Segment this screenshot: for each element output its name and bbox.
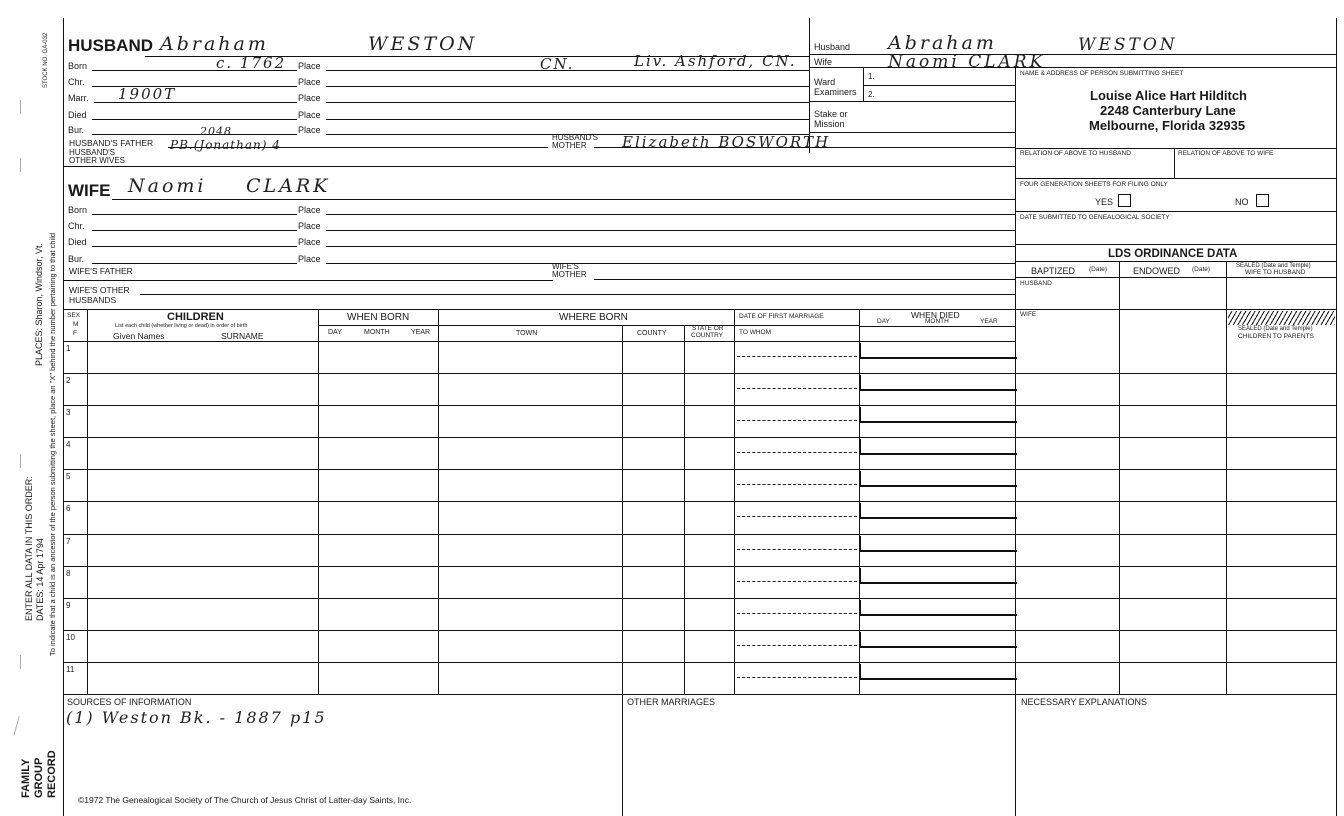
frame-right-border <box>1336 18 1337 816</box>
marriage-dashed-line <box>737 484 857 485</box>
examiner-1: 1. <box>868 72 875 81</box>
born-year-label: YEAR <box>411 329 431 336</box>
marriage-dashed-line <box>737 388 857 389</box>
wife-surname: CLARK <box>246 175 331 197</box>
line <box>594 279 1015 280</box>
baptized-date-label: (Date) <box>1089 266 1108 273</box>
given-names-label: Given Names <box>113 331 165 341</box>
marriage-dashed-line <box>737 613 857 614</box>
line <box>326 230 1015 231</box>
line <box>1015 148 1336 149</box>
relation-wife-label: RELATION OF ABOVE TO WIFE <box>1178 150 1274 157</box>
wife-father-label: WIFE'S FATHER <box>69 266 133 276</box>
died-day-label: DAY <box>877 318 890 325</box>
husband-mother-label-2: MOTHER <box>552 141 587 150</box>
sources-label: SOURCES OF INFORMATION <box>67 697 192 707</box>
wife-died-label: Died <box>68 237 87 247</box>
sealed-wife-label-1: SEALED (Date and Temple) <box>1236 263 1311 269</box>
when-born-heading: WHEN BORN <box>347 312 410 323</box>
wife-chr-label: Chr. <box>68 221 85 231</box>
child-row-number: 5 <box>66 472 71 481</box>
yes-checkbox[interactable] <box>1118 194 1131 207</box>
children-note: List each child (whether living or dead) in order of birth <box>115 323 248 329</box>
died-bracket <box>859 568 1017 584</box>
children-surname-label: SURNAME <box>221 331 264 341</box>
husband-heading: HUSBAND <box>68 36 153 55</box>
line <box>622 325 623 694</box>
hole-mark <box>20 158 21 172</box>
wife-section-bottom <box>63 309 1015 310</box>
born-month-label: MONTH <box>364 329 390 336</box>
died-bracket <box>859 343 1017 359</box>
line <box>1015 211 1336 212</box>
child-row-number: 1 <box>66 344 71 353</box>
husband-bur-label: Bur. <box>68 125 85 135</box>
other-marriages-label: OTHER MARRIAGES <box>627 697 716 707</box>
line <box>326 119 809 120</box>
marriage-dashed-line <box>737 549 857 550</box>
child-row-number: 4 <box>66 440 71 449</box>
husband-born-place-label: Place <box>298 61 321 71</box>
marriage-dashed-line <box>737 581 857 582</box>
wife-name-line <box>112 199 1015 200</box>
dates-instruction: DATES: 14 Apr 1794 <box>35 538 45 621</box>
husband-section-bottom <box>63 166 1015 167</box>
child-row-line <box>63 662 1336 663</box>
line <box>92 119 297 120</box>
county-label: COUNTY <box>637 330 667 337</box>
husband-marr-label: Marr. <box>68 93 89 103</box>
husband-born-date: c. 1762 <box>216 54 287 72</box>
husband-chr-label: Chr. <box>68 77 85 87</box>
child-row-number: 2 <box>66 376 71 385</box>
died-bracket <box>859 664 1017 680</box>
line <box>809 101 1015 102</box>
sex-label: SEX <box>67 312 81 319</box>
when-died-heading: WHEN DIED <box>911 310 960 320</box>
husband-bur-place-label: Place <box>298 125 321 135</box>
wife-chr-place-label: Place <box>298 221 321 231</box>
relation-husband-label: RELATION OF ABOVE TO HUSBAND <box>1020 150 1131 157</box>
died-bracket <box>859 503 1017 519</box>
stake-label-2: Mission <box>814 119 845 129</box>
marriage-dashed-line <box>737 645 857 646</box>
sealed-children-label-2: CHILDREN TO PARENTS <box>1238 333 1314 340</box>
hole-mark <box>20 100 21 114</box>
husband-died-label: Died <box>68 110 87 120</box>
right-wife-name: Naomi CLARK <box>888 52 1046 72</box>
child-row-number: 3 <box>66 408 71 417</box>
frame-left-border <box>63 18 64 816</box>
husband-given-name: Abraham <box>160 33 269 55</box>
examiner-2: 2. <box>868 90 875 99</box>
line <box>863 85 1015 86</box>
wife-mother-label-2: MOTHER <box>552 270 587 279</box>
line <box>809 132 1015 133</box>
husband-surname: WESTON <box>368 33 478 55</box>
submitter-city: Melbourne, Florida 32935 <box>1089 118 1246 133</box>
line <box>326 86 809 87</box>
necessary-explanations-label: NECESSARY EXPLANATIONS <box>1021 697 1148 707</box>
right-husband-label: Husband <box>814 42 851 52</box>
wife-other-husbands-label-2: HUSBANDS <box>69 295 117 305</box>
family-label: FAMILY <box>20 758 32 798</box>
hole-mark <box>20 454 21 468</box>
husband-burial-note: 2048 <box>200 125 232 138</box>
line <box>92 246 297 247</box>
wife-heading: WIFE <box>68 181 111 200</box>
child-row-number: 7 <box>66 537 71 546</box>
table-header-bottom <box>63 341 1015 342</box>
line <box>63 280 553 281</box>
husband-born-place-state: CN. <box>540 55 575 73</box>
footer-top-line <box>63 694 1336 695</box>
died-bracket <box>859 439 1017 455</box>
record-label: RECORD <box>46 750 58 798</box>
where-born-heading: WHERE BORN <box>559 312 628 323</box>
baptized-label: BAPTIZED <box>1031 266 1076 276</box>
died-bracket <box>859 632 1017 648</box>
town-label: TOWN <box>516 330 538 337</box>
died-bracket <box>859 375 1017 391</box>
child-row-line <box>63 598 1336 599</box>
right-husband-surname: WESTON <box>1078 35 1178 55</box>
endowed-date-label: (Date) <box>1192 266 1211 273</box>
child-row-number: 9 <box>66 601 71 610</box>
died-bracket <box>859 407 1017 423</box>
copyright-text: ©1972 The Genealogical Society of The Church of Jesus Christ of Latter-day Saints, Inc. <box>78 795 412 805</box>
hole-mark <box>13 716 19 736</box>
wife-died-place-label: Place <box>298 237 321 247</box>
sealed-wife-label-2: WIFE TO HUSBAND <box>1245 269 1306 276</box>
husband-father: PB.(Jonathan) 4 <box>170 138 281 152</box>
submitter-name: Louise Alice Hart Hilditch <box>1090 88 1247 103</box>
husband-other-wives-label-2: OTHER WIVES <box>69 156 126 165</box>
wife-born-label: Born <box>68 205 88 215</box>
child-row-number: 10 <box>66 633 75 642</box>
date-submitted-label: DATE SUBMITTED TO GENEALOGICAL SOCIETY <box>1020 214 1170 221</box>
child-row-line <box>63 469 1336 470</box>
line <box>1015 244 1336 245</box>
line <box>318 325 734 326</box>
submitter-heading: NAME & ADDRESS OF PERSON SUBMITTING SHEET <box>1020 70 1184 77</box>
line <box>684 325 685 694</box>
lds-heading: LDS ORDINANCE DATA <box>1108 248 1238 260</box>
line <box>1015 178 1336 179</box>
husband-died-place-label: Place <box>298 110 321 120</box>
state-label-2: COUNTRY <box>691 332 724 339</box>
line <box>326 102 809 103</box>
died-bracket <box>859 471 1017 487</box>
to-whom-label: TO WHOM <box>739 329 772 336</box>
lds-wife-label: WIFE <box>1020 311 1037 318</box>
places-instruction: PLACES: Sharon, Windsor, Vt. <box>34 242 44 366</box>
line <box>859 326 1015 327</box>
husband-marr-place-label: Place <box>298 93 321 103</box>
husband-father-label: HUSBAND'S FATHER <box>69 138 154 148</box>
right-husband-given: Abraham <box>888 32 997 54</box>
wife-bur-place-label: Place <box>298 254 321 264</box>
line <box>1174 148 1175 178</box>
line <box>863 67 864 101</box>
child-row-number: 6 <box>66 504 71 513</box>
line <box>326 263 1015 264</box>
sealed-children-label-1: SEALED (Date and Temple) <box>1238 326 1313 332</box>
husband-marriage-date: 1900T <box>118 85 177 103</box>
wife-given-name: Naomi <box>128 175 207 197</box>
children-heading: CHILDREN <box>167 311 224 323</box>
line <box>1015 261 1336 262</box>
husband-mother-label-1: HUSBAND'S <box>552 133 598 142</box>
husband-born-label: Born <box>68 61 88 71</box>
lds-husband-label: HUSBAND <box>1020 280 1052 287</box>
state-label-1: STATE OR <box>692 325 724 332</box>
no-checkbox[interactable] <box>1256 194 1269 207</box>
child-row-line <box>63 534 1336 535</box>
line <box>622 694 623 816</box>
born-day-label: DAY <box>328 329 342 336</box>
submitter-street: 2248 Canterbury Lane <box>1100 103 1236 118</box>
line <box>92 230 297 231</box>
husband-chr-place-label: Place <box>298 77 321 87</box>
four-gen-label: FOUR GENERATION SHEETS FOR FILING ONLY <box>1020 181 1168 188</box>
endowed-label: ENDOWED <box>1133 266 1180 276</box>
ancestor-instruction: To indicate that a child is an ancestor of the person submitting the sheet, place an "X" behind the number pertaining to that child <box>48 232 57 656</box>
child-row-line <box>63 373 1336 374</box>
died-bracket <box>859 600 1017 616</box>
right-wife-label: Wife <box>814 57 832 67</box>
examiners-label: Examiners <box>814 87 857 97</box>
marriage-dashed-line <box>737 452 857 453</box>
sources-text: (1) Weston Bk. - 1887 p15 <box>66 708 327 727</box>
child-row-number: 11 <box>66 665 75 674</box>
line <box>92 263 297 264</box>
wife-bur-label: Bur. <box>68 254 85 264</box>
child-row-line <box>63 630 1336 631</box>
line <box>809 67 1336 68</box>
child-row-number: 8 <box>66 569 71 578</box>
sex-f-label: F <box>73 330 77 337</box>
stake-label-1: Stake or <box>814 109 848 119</box>
line <box>1015 277 1336 278</box>
line <box>326 214 1015 215</box>
line <box>140 294 1015 295</box>
wife-born-place-label: Place <box>298 205 321 215</box>
marriage-dashed-line <box>737 420 857 421</box>
husband-mother: Elizabeth BOSWORTH <box>622 133 831 151</box>
child-row-line <box>63 405 1336 406</box>
line <box>92 214 297 215</box>
line <box>734 325 859 326</box>
no-label: NO <box>1235 197 1249 207</box>
enter-order-instruction: ENTER ALL DATA IN THIS ORDER: <box>24 476 34 621</box>
sex-m-label: M <box>73 321 79 328</box>
stock-number: STOCK NO. GA-032 <box>43 32 49 88</box>
marriage-dashed-line <box>737 677 857 678</box>
wife-mother-label-1: WIFE'S <box>552 262 579 271</box>
child-row-line <box>63 566 1336 567</box>
child-row-line <box>63 501 1336 502</box>
line <box>326 246 1015 247</box>
husband-born-place: Liv. Ashford, CN. <box>634 52 797 70</box>
child-row-line <box>63 437 1336 438</box>
ward-label: Ward <box>814 77 836 87</box>
line <box>1015 309 1336 310</box>
first-marriage-label: DATE OF FIRST MARRIAGE <box>739 313 824 320</box>
group-label: GROUP <box>33 757 45 798</box>
marriage-dashed-line <box>737 516 857 517</box>
wife-other-husbands-label-1: WIFE'S OTHER <box>69 285 130 295</box>
hatched-box <box>1228 311 1335 325</box>
died-year-label: YEAR <box>980 318 998 325</box>
yes-label: YES <box>1095 197 1114 207</box>
marriage-dashed-line <box>737 356 857 357</box>
died-bracket <box>859 536 1017 552</box>
husband-other-wives-label-1: HUSBAND'S <box>69 148 115 157</box>
died-month-label: MONTH <box>925 318 949 325</box>
hole-mark <box>20 655 21 669</box>
